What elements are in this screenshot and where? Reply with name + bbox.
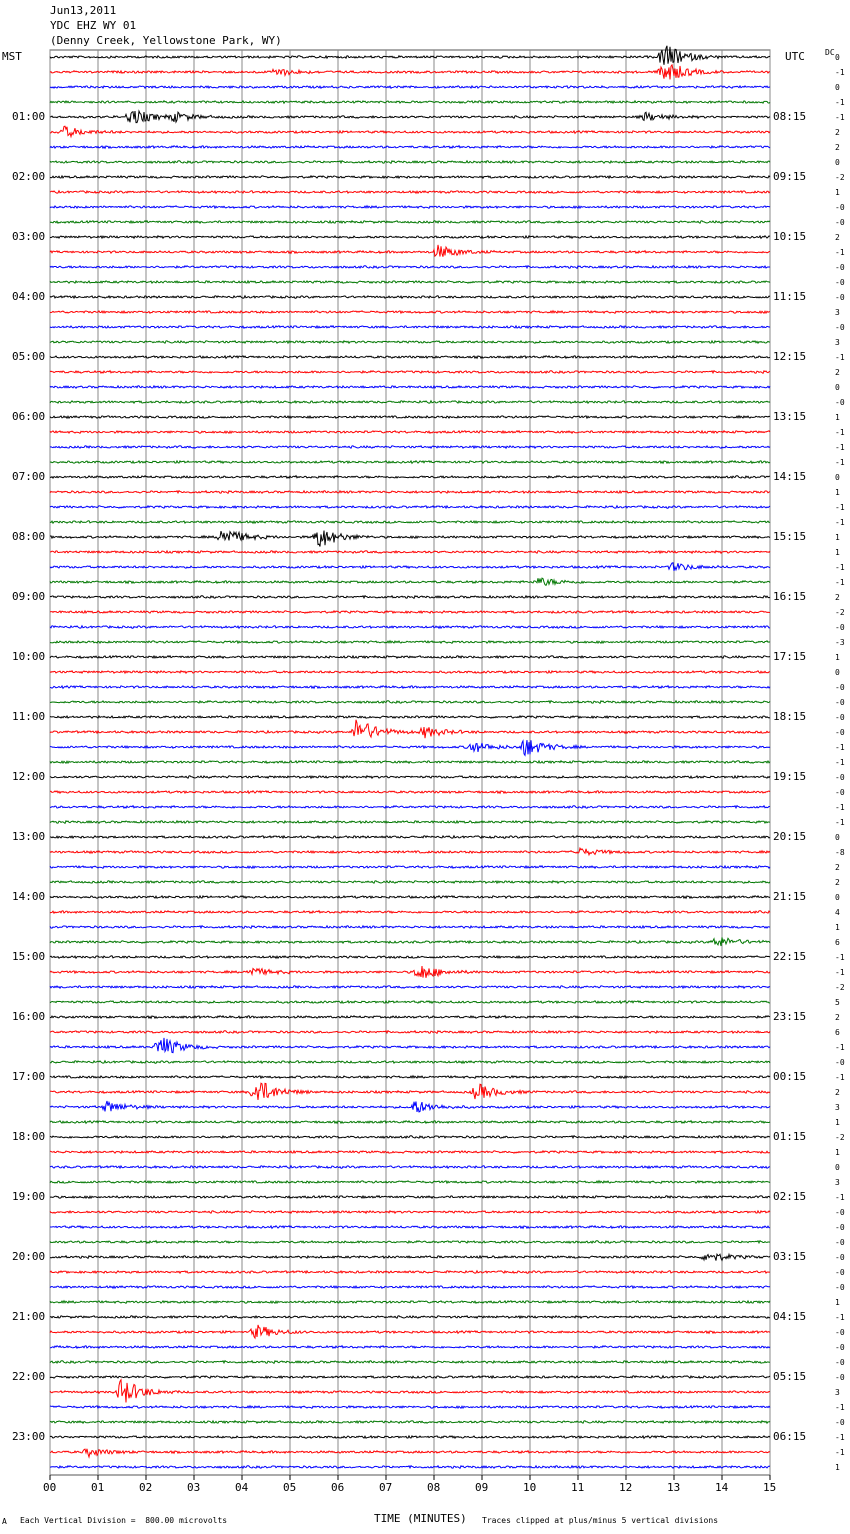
x-tick-label: 05 <box>283 1481 297 1494</box>
right-timezone-label: UTC <box>785 50 805 63</box>
dc-offset-value: -1 <box>835 743 845 752</box>
seismic-trace <box>50 1061 770 1063</box>
utc-hour-label: 16:15 <box>773 590 807 603</box>
clip-note: Traces clipped at plus/minus 5 vertical divisions <box>482 1516 719 1525</box>
seismic-trace <box>50 1254 770 1260</box>
dc-offset-value: 0 <box>835 383 840 392</box>
seismic-trace <box>50 1466 770 1469</box>
dc-offset-value: 1 <box>835 1148 840 1157</box>
seismic-trace <box>50 836 770 838</box>
utc-hour-label: 09:15 <box>773 170 807 183</box>
utc-hour-label: 01:15 <box>773 1130 807 1143</box>
seismic-trace <box>50 1449 770 1457</box>
dc-offset-value: -1 <box>835 968 845 977</box>
seismic-trace <box>50 1136 770 1139</box>
seismic-trace <box>50 1001 770 1004</box>
dc-offset-value: -0 <box>835 1358 845 1367</box>
mst-hour-label: 01:00 <box>12 110 46 123</box>
mst-hour-label: 20:00 <box>12 1250 46 1263</box>
dc-offset-value: 5 <box>835 998 840 1007</box>
dc-offset-value: -0 <box>835 1208 845 1217</box>
seismic-trace <box>50 1376 770 1378</box>
dc-offset-value: 0 <box>835 1163 840 1172</box>
dc-offset-value: -1 <box>835 428 845 437</box>
mst-hour-label: 12:00 <box>12 770 46 783</box>
dc-offset-value: 1 <box>835 533 840 542</box>
dc-offset-value: 1 <box>835 1118 840 1127</box>
seismic-trace <box>50 896 770 899</box>
dc-offset-value: -0 <box>835 623 845 632</box>
seismic-trace <box>50 1211 770 1214</box>
dc-offset-value: -1 <box>835 1073 845 1082</box>
mst-hour-label: 09:00 <box>12 590 46 603</box>
seismic-trace <box>50 671 770 674</box>
dc-offset-value: -0 <box>835 773 845 782</box>
dc-offset-value: -1 <box>835 953 845 962</box>
utc-hour-label: 10:15 <box>773 230 807 243</box>
dc-offset-value: 1 <box>835 923 840 932</box>
dc-offset-value: 0 <box>835 893 840 902</box>
mst-hour-label: 19:00 <box>12 1190 46 1203</box>
dc-offset-value: 6 <box>835 1028 840 1037</box>
seismic-trace <box>50 937 770 946</box>
seismic-trace <box>50 578 770 585</box>
dc-offset-value: -0 <box>835 1418 845 1427</box>
dc-offset-value: -0 <box>835 1373 845 1382</box>
dc-offset-value: 2 <box>835 878 840 887</box>
mst-hour-label: 06:00 <box>12 410 46 423</box>
seismic-trace <box>50 1016 770 1019</box>
seismic-trace <box>50 371 770 374</box>
seismic-trace <box>50 866 770 869</box>
mst-hour-label: 04:00 <box>12 290 46 303</box>
utc-hour-label: 23:15 <box>773 1010 807 1023</box>
dc-offset-value: 1 <box>835 413 840 422</box>
seismic-trace <box>50 221 770 223</box>
utc-hour-label: 06:15 <box>773 1430 807 1443</box>
seismic-trace <box>50 806 770 809</box>
seismic-trace <box>50 1271 770 1273</box>
dc-offset-value: -2 <box>835 173 845 182</box>
dc-offset-value: 2 <box>835 368 840 377</box>
dc-offset-value: 3 <box>835 338 840 347</box>
seismic-trace <box>50 1436 770 1439</box>
utc-hour-label: 04:15 <box>773 1310 807 1323</box>
dc-offset-value: -1 <box>835 458 845 467</box>
seismic-trace <box>50 848 770 855</box>
dc-offset-value: 2 <box>835 863 840 872</box>
seismic-trace <box>50 686 770 689</box>
dc-offset-value: -3 <box>835 638 845 647</box>
mst-hour-label: 22:00 <box>12 1370 46 1383</box>
seismic-trace <box>50 596 770 599</box>
seismic-trace <box>50 641 770 644</box>
seismic-trace <box>50 986 770 988</box>
dc-offset-value: 0 <box>835 158 840 167</box>
seismic-trace <box>50 1406 770 1409</box>
dc-offset-value: 6 <box>835 938 840 947</box>
seismic-trace <box>50 531 770 547</box>
dc-offset-value: -1 <box>835 1448 845 1457</box>
dc-offset-value: 0 <box>835 83 840 92</box>
dc-offset-value: 1 <box>835 548 840 557</box>
seismic-trace <box>50 1226 770 1229</box>
utc-hour-label: 12:15 <box>773 350 807 363</box>
dc-offset-value: -1 <box>835 443 845 452</box>
seismic-trace <box>50 911 770 914</box>
seismic-trace <box>50 1241 770 1244</box>
utc-hour-label: 17:15 <box>773 650 807 663</box>
dc-offset-value: -0 <box>835 1238 845 1247</box>
dc-offset-value: -0 <box>835 203 845 212</box>
x-tick-label: 07 <box>379 1481 393 1494</box>
seismic-trace <box>50 476 770 479</box>
x-tick-label: 02 <box>139 1481 153 1494</box>
seismic-trace <box>50 821 770 824</box>
seismic-trace <box>50 1151 770 1153</box>
utc-hour-label: 00:15 <box>773 1070 807 1083</box>
x-tick-label: 00 <box>43 1481 57 1494</box>
seismic-trace <box>50 716 770 718</box>
seismic-trace <box>50 341 770 344</box>
dc-offset-value: 2 <box>835 143 840 152</box>
seismic-trace <box>50 111 770 123</box>
dc-offset-value: -0 <box>835 218 845 227</box>
mst-hour-label: 18:00 <box>12 1130 46 1143</box>
dc-offset-value: 0 <box>835 53 840 62</box>
x-tick-label: 11 <box>571 1481 585 1494</box>
mst-hour-label: 05:00 <box>12 350 46 363</box>
seismic-trace <box>50 1076 770 1079</box>
seismic-trace <box>50 401 770 403</box>
dc-offset-value: -1 <box>835 503 845 512</box>
mst-hour-label: 11:00 <box>12 710 46 723</box>
x-tick-label: 13 <box>667 1481 681 1494</box>
dc-offset-value: -1 <box>835 518 845 527</box>
seismic-trace <box>50 611 770 613</box>
seismic-trace <box>50 1301 770 1304</box>
dc-offset-value: 1 <box>835 653 840 662</box>
dc-offset-value: -1 <box>835 353 845 362</box>
seismic-trace <box>50 720 770 738</box>
seismic-trace <box>50 281 770 283</box>
seismic-trace <box>50 446 770 449</box>
seismic-trace <box>50 1196 770 1198</box>
x-tick-label: 06 <box>331 1481 345 1494</box>
dc-offset-value: -1 <box>835 803 845 812</box>
utc-hour-label: 05:15 <box>773 1370 807 1383</box>
dc-offset-value: 2 <box>835 233 840 242</box>
seismic-trace <box>50 236 770 239</box>
mst-hour-label: 15:00 <box>12 950 46 963</box>
seismic-trace <box>50 126 770 136</box>
seismic-trace <box>50 161 770 164</box>
dc-offset-value: 2 <box>835 593 840 602</box>
dc-offset-value: -1 <box>835 1433 845 1442</box>
mst-hour-label: 23:00 <box>12 1430 46 1443</box>
x-tick-label: 04 <box>235 1481 249 1494</box>
dc-offset-value: 4 <box>835 908 840 917</box>
dc-offset-value: -0 <box>835 1328 845 1337</box>
dc-offset-value: 3 <box>835 308 840 317</box>
utc-hour-label: 15:15 <box>773 530 807 543</box>
mst-hour-label: 10:00 <box>12 650 46 663</box>
dc-offset-value: -0 <box>835 728 845 737</box>
mst-hour-label: 16:00 <box>12 1010 46 1023</box>
mst-hour-label: 07:00 <box>12 470 46 483</box>
x-tick-label: 10 <box>523 1481 537 1494</box>
dc-offset-value: 3 <box>835 1103 840 1112</box>
seismic-trace <box>50 701 770 704</box>
dc-offset-value: -0 <box>835 1283 845 1292</box>
dc-offset-value: 3 <box>835 1178 840 1187</box>
dc-offset-value: -2 <box>835 983 845 992</box>
dc-offset-value: -1 <box>835 248 845 257</box>
seismic-trace <box>50 563 770 571</box>
dc-offset-value: 0 <box>835 473 840 482</box>
mst-hour-label: 13:00 <box>12 830 46 843</box>
dc-offset-value: -0 <box>835 278 845 287</box>
scale-note: Each Vertical Division = 800.00 microvolts <box>20 1516 228 1525</box>
dc-offset-value: -1 <box>835 758 845 767</box>
seismic-trace <box>50 491 770 494</box>
dc-offset-value: -0 <box>835 683 845 692</box>
dc-offset-value: -2 <box>835 608 845 617</box>
dc-offset-value: -1 <box>835 818 845 827</box>
seismic-trace <box>50 506 770 508</box>
seismic-trace <box>50 1346 770 1349</box>
chart-date: Jun13,2011 <box>50 4 117 17</box>
x-tick-label: 12 <box>619 1481 633 1494</box>
utc-hour-label: 03:15 <box>773 1250 807 1263</box>
utc-hour-label: 02:15 <box>773 1190 807 1203</box>
x-tick-label: 09 <box>475 1481 489 1494</box>
seismic-trace <box>50 1083 770 1100</box>
seismic-trace <box>50 146 770 149</box>
seismic-trace <box>50 431 770 434</box>
dc-offset-value: -1 <box>835 68 845 77</box>
dc-offset-value: -0 <box>835 788 845 797</box>
dc-offset-value: 0 <box>835 668 840 677</box>
seismic-trace <box>50 1121 770 1124</box>
dc-offset-value: 0 <box>835 833 840 842</box>
dc-offset-value: 1 <box>835 488 840 497</box>
seismic-trace <box>50 881 770 884</box>
seismic-trace <box>50 191 770 193</box>
seismic-trace <box>50 521 770 523</box>
dc-offset-value: -0 <box>835 698 845 707</box>
utc-hour-label: 20:15 <box>773 830 807 843</box>
seismic-trace <box>50 926 770 929</box>
mst-hour-label: 02:00 <box>12 170 46 183</box>
seismic-trace <box>50 245 770 257</box>
utc-hour-label: 19:15 <box>773 770 807 783</box>
seismic-trace <box>50 776 770 779</box>
corner-mark: A <box>2 1517 7 1526</box>
seismic-trace <box>50 266 770 269</box>
seismic-trace <box>50 326 770 328</box>
station-location: (Denny Creek, Yellowstone Park, WY) <box>50 34 282 47</box>
dc-offset-value: -0 <box>835 263 845 272</box>
dc-offset-value: 2 <box>835 1013 840 1022</box>
seismic-trace <box>50 1166 770 1168</box>
seismic-trace <box>50 1031 770 1034</box>
dc-offset-value: 2 <box>835 128 840 137</box>
dc-offset-value: 1 <box>835 1298 840 1307</box>
seismic-trace <box>50 1421 770 1423</box>
mst-hour-label: 08:00 <box>12 530 46 543</box>
seismic-trace <box>50 206 770 209</box>
dc-offset-value: -0 <box>835 398 845 407</box>
utc-hour-label: 13:15 <box>773 410 807 423</box>
dc-offset-value: -0 <box>835 1343 845 1352</box>
seismic-trace <box>50 740 770 755</box>
seismic-trace <box>50 1101 770 1112</box>
dc-offset-value: -1 <box>835 578 845 587</box>
station-code: YDC EHZ WY 01 <box>50 19 137 32</box>
dc-offset-value: -0 <box>835 713 845 722</box>
dc-offset-value: -0 <box>835 293 845 302</box>
seismic-trace <box>50 176 770 178</box>
x-tick-label: 01 <box>91 1481 105 1494</box>
dc-offset-value: -0 <box>835 323 845 332</box>
dc-offset-value: 2 <box>835 1088 840 1097</box>
utc-hour-label: 14:15 <box>773 470 807 483</box>
mst-hour-label: 17:00 <box>12 1070 46 1083</box>
seismic-trace <box>50 956 770 958</box>
seismic-trace <box>50 311 770 314</box>
seismic-trace <box>50 461 770 464</box>
dc-offset-value: -8 <box>835 848 845 857</box>
seismic-trace <box>50 551 770 553</box>
x-axis-title: TIME (MINUTES) <box>374 1512 467 1525</box>
mst-hour-label: 21:00 <box>12 1310 46 1323</box>
dc-offset-value: -0 <box>835 1268 845 1277</box>
seismic-trace <box>50 356 770 359</box>
dc-offset-value: -2 <box>835 1133 845 1142</box>
seismic-trace <box>50 761 770 763</box>
seismic-trace <box>50 1325 770 1338</box>
dc-offset-value: -1 <box>835 1313 845 1322</box>
x-tick-label: 15 <box>763 1481 777 1494</box>
x-tick-label: 14 <box>715 1481 729 1494</box>
dc-offset-value: -1 <box>835 1043 845 1052</box>
seismic-trace <box>50 296 770 298</box>
dc-offset-value: -0 <box>835 1058 845 1067</box>
mst-hour-label: 03:00 <box>12 230 46 243</box>
seismic-trace <box>50 1286 770 1288</box>
utc-hour-label: 11:15 <box>773 290 807 303</box>
x-tick-label: 08 <box>427 1481 441 1494</box>
mst-hour-label: 14:00 <box>12 890 46 903</box>
seismic-trace <box>50 1380 770 1403</box>
seismic-trace <box>50 1181 770 1184</box>
dc-offset-value: 1 <box>835 1463 840 1472</box>
dc-offset-value: -1 <box>835 1403 845 1412</box>
seismic-trace <box>50 1316 770 1319</box>
seismic-trace <box>50 1361 770 1364</box>
seismic-trace <box>50 46 770 65</box>
dc-offset-header: DC <box>825 48 835 57</box>
utc-hour-label: 22:15 <box>773 950 807 963</box>
seismic-trace <box>50 966 770 978</box>
seismic-trace <box>50 65 770 80</box>
left-timezone-label: MST <box>2 50 22 63</box>
dc-offset-value: -1 <box>835 113 845 122</box>
x-tick-label: 03 <box>187 1481 201 1494</box>
dc-offset-value: -0 <box>835 1253 845 1262</box>
dc-offset-value: 1 <box>835 188 840 197</box>
utc-hour-label: 18:15 <box>773 710 807 723</box>
dc-offset-value: 3 <box>835 1388 840 1397</box>
seismic-trace <box>50 626 770 628</box>
utc-hour-label: 21:15 <box>773 890 807 903</box>
utc-hour-label: 08:15 <box>773 110 807 123</box>
dc-offset-value: -1 <box>835 563 845 572</box>
seismic-trace <box>50 101 770 104</box>
seismic-trace <box>50 416 770 418</box>
seismic-trace <box>50 1038 770 1053</box>
dc-offset-value: -1 <box>835 1193 845 1202</box>
seismic-trace <box>50 791 770 794</box>
dc-offset-value: -0 <box>835 1223 845 1232</box>
dc-offset-value: -1 <box>835 98 845 107</box>
seismic-trace <box>50 386 770 388</box>
seismic-trace <box>50 656 770 658</box>
seismic-trace <box>50 86 770 88</box>
